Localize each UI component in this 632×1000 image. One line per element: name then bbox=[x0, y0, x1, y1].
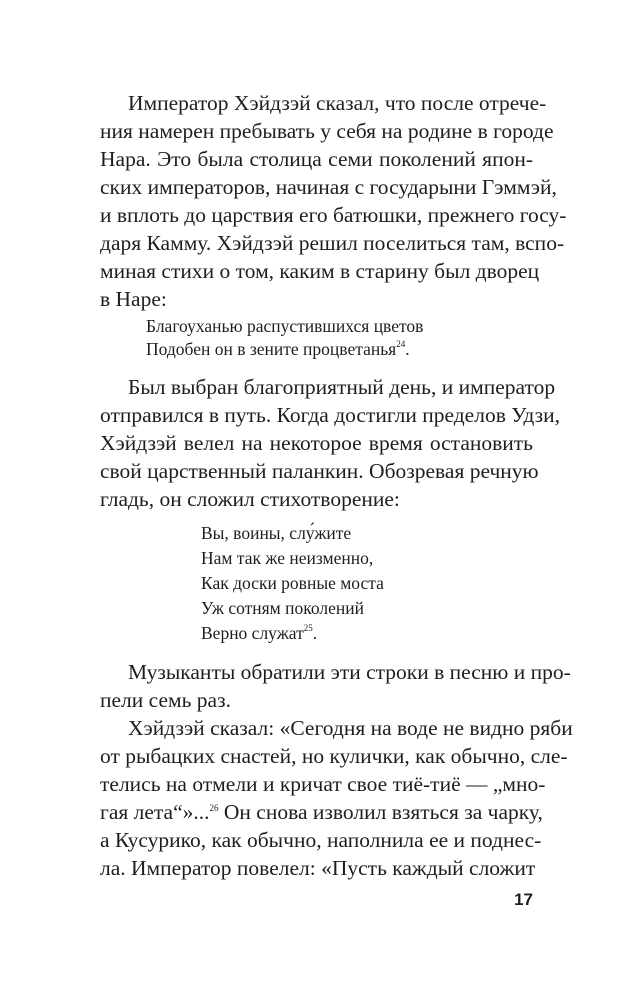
paragraph-4-line-start: гая лета“»... bbox=[100, 800, 210, 824]
paragraph-1-line: в Наре: bbox=[100, 287, 167, 311]
footnote-ref: 24 bbox=[396, 339, 406, 349]
paragraph-4-line-rest: Он снова изволил взяться за чарку, bbox=[218, 800, 543, 824]
paragraph-1-line: и вплоть до царствия его батюшки, прежнего госу- bbox=[100, 203, 567, 227]
poem-1-line-text: Подобен он в зените процветанья bbox=[146, 339, 397, 359]
poem-1-line bbox=[146, 338, 410, 361]
poem-2-line-text: Верно служат bbox=[201, 623, 304, 643]
paragraph-4-line: Хэйдзэй сказал: «Сегодня на воде не видно ряби bbox=[128, 716, 573, 740]
paragraph-2-line: Хэйдзэй велел на некоторое время остановить bbox=[100, 431, 533, 455]
poem-2-line bbox=[201, 622, 317, 645]
paragraph-1-line: даря Камму. Хэйдзэй решил поселиться там, вспо- bbox=[100, 231, 565, 255]
footnote-ref: 25 bbox=[303, 623, 313, 633]
paragraph-1-line: Нара. Это была столица семи поколений япон- bbox=[100, 147, 533, 171]
paragraph-1-line: миная стихи о том, каким в старину был дворец bbox=[100, 259, 540, 283]
paragraph-2-line: Был выбран благоприятный день, и император bbox=[128, 375, 556, 399]
page-number: 17 bbox=[514, 890, 533, 909]
paragraph-2-line: отправился в путь. Когда достигли пределов Удзи, bbox=[100, 403, 561, 427]
poem-1-line: Благоуханью распустившихся цветов bbox=[146, 316, 424, 336]
paragraph-3-line: пели семь раз. bbox=[100, 688, 231, 712]
paragraph-2-line: гладь, он сложил стихотворение: bbox=[100, 487, 400, 511]
paragraph-2-line: свой царственный паланкин. Обозревая речную bbox=[100, 459, 539, 483]
paragraph-1-line: ских императоров, начиная с государыни Гэммэй, bbox=[100, 175, 557, 199]
paragraph-4-line: а Кусурико, как обычно, наполнила ее и поднес- bbox=[100, 828, 542, 852]
paragraph-4-line: телись на отмели и кричат свое тиё-тиё — „мно- bbox=[100, 772, 546, 796]
footnote-ref: 26 bbox=[209, 803, 219, 813]
poem-2-line: Как доски ровные моста bbox=[201, 573, 384, 593]
poem-2-line: Нам так же неизменно, bbox=[201, 548, 374, 568]
poem-2-line: Вы, воины, слу́жите bbox=[201, 523, 352, 543]
poem-2-line: Уж сотням поколений bbox=[201, 598, 364, 618]
poem-1-line-end: . bbox=[405, 339, 410, 359]
paragraph-1-line: Император Хэйдзэй сказал, что после отрече- bbox=[128, 91, 547, 115]
paragraph-1-line: ния намерен пребывать у себя на родине в городе bbox=[100, 119, 554, 143]
paragraph-3-line: Музыканты обратили эти строки в песню и про- bbox=[128, 660, 571, 684]
poem-2-line-end: . bbox=[312, 623, 318, 643]
paragraph-4-line bbox=[100, 798, 543, 826]
paragraph-4-line: от рыбацких снастей, но кулички, как обычно, сле- bbox=[100, 744, 568, 768]
paragraph-4-line: ла. Император повелел: «Пусть каждый сложит bbox=[100, 856, 536, 880]
